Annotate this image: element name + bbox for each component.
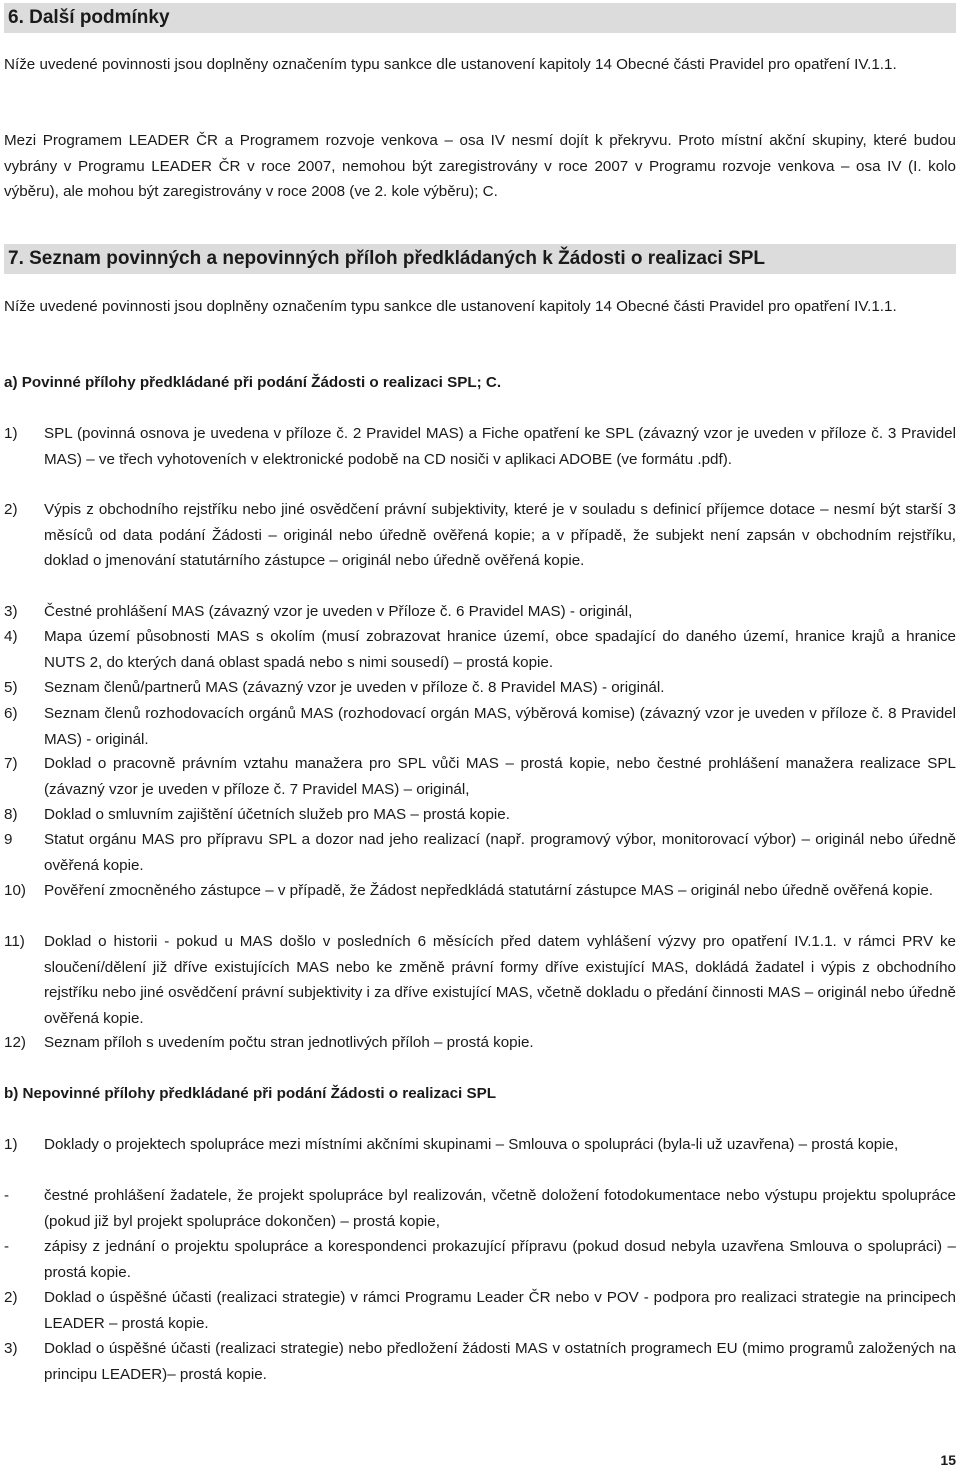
list-item-number: 7) [4,755,18,772]
list-item-text: Doklady o projektech spolupráce mezi místními akčními skupinami – Smlouva o spolupráci (byla-li už uzavřena) – prostá kopie, [44,1136,899,1153]
list-item-text: Statut orgánu MAS pro přípravu SPL a dozor nad jeho realizací (např. programový výbor, monitorovací výbor) – originál nebo úředně ověřená kopie. [44,831,956,874]
list-item-text: Doklad o úspěšné účasti (realizaci strategie) nebo předložení žádosti MAS v ostatních programech EU (mimo programů založených na principu LEADER)– prostá kopie. [44,1340,956,1383]
list-item-text: Doklad o úspěšné účasti (realizaci strategie) v rámci Programu Leader ČR nebo v POV - podpora pro realizaci strategie na principech LEADER – prostá kopie. [44,1289,956,1332]
list-item-text: Seznam příloh s uvedením počtu stran jednotlivých příloh – prostá kopie. [44,1034,534,1051]
list-item-number: - [4,1187,10,1204]
list-item-number: 6) [4,705,18,722]
page-number: 15 [940,1452,956,1468]
section-6-heading: 6. Další podmínky [4,3,956,33]
list-item-number: 4) [4,628,18,645]
list-item-number: 8) [4,806,18,823]
list-item-text: zápisy z jednání o projektu spolupráce a korespondenci prokazující přípravu (pokud dosud nebyla uzavřena Smlouva o spolupráci) – prostá kopie. [44,1238,956,1281]
list-item-number: 2) [4,501,18,518]
list-item-text: Pověření zmocněného zástupce – v případě, že Žádost nepředkládá statutární zástupce MAS – originál nebo úředně ověřená kopie. [44,882,934,899]
list-item-text: Mapa území působnosti MAS s okolím (musí zobrazovat hranice území, obce spadající do daného území, hranice krajů a hranice NUTS 2, do kterých daná oblast spadá nebo s nimi sousedí) – prostá kopie. [44,628,956,671]
list-item-number: 1) [4,425,18,442]
subsection-a-heading: a) Povinné přílohy předkládané při podání Žádosti o realizaci SPL; C. [4,374,502,391]
list-item-number: 1) [4,1136,18,1153]
list-item-text: SPL (povinná osnova je uvedena v příloze č. 2 Pravidel MAS) a Fiche opatření ke SPL (závazný vzor je uveden v příloze č. 3 Pravidel MAS) – ve třech vyhotoveních v elektronické podobě na CD nosiči v aplikaci ADOBE (ve formátu .pdf). [44,425,956,468]
list-item-number: 10) [4,882,26,899]
list-item-text: Doklad o smluvním zajištění účetních služeb pro MAS – prostá kopie. [44,806,510,823]
list-item-text: Seznam členů/partnerů MAS (závazný vzor je uveden v příloze č. 8 Pravidel MAS) - originál. [44,679,665,696]
section-7-paragraph-1: Níže uvedené povinnosti jsou doplněny označením typu sankce dle ustanovení kapitoly 14 Obecné části Pravidel pro opatření IV.1.1. [4,298,897,315]
list-item-text: čestné prohlášení žadatele, že projekt spolupráce byl realizován, včetně doložení fotodokumentace nebo výstupu projektu spolupráce (pokud již byl projekt spolupráce dokončen) – prostá kopie, [44,1187,956,1230]
list-item-number: 11) [4,933,25,950]
list-item-number: 5) [4,679,18,696]
list-item-text: Výpis z obchodního rejstříku nebo jiné osvědčení právní subjektivity, které je v souladu s definicí příjemce dotace – nesmí být starší 3 měsíců od data podání Žádosti – originál nebo úředně ověřená kopie; a v případě, že subjekt není zapsán v obchodním rejstříku, doklad o jmenování statutárního zástupce – originál nebo úředně ověřená kopie. [44,501,956,569]
list-item-text: Seznam členů rozhodovacích orgánů MAS (rozhodovací orgán MAS, výběrová komise) (závazný vzor je uveden v příloze č. 8 Pravidel MAS) - originál. [44,705,956,748]
list-item-text: Doklad o pracovně právním vztahu manažera pro SPL vůči MAS – prostá kopie, nebo čestné prohlášení manažera realizace SPL (závazný vzor je uveden v příloze č. 7 Pravidel MAS) – originál, [44,755,956,798]
section-6-paragraph-2: Mezi Programem LEADER ČR a Programem rozvoje venkova – osa IV nesmí dojít k překryvu. Proto místní akční skupiny, které budou vybrány v Programu LEADER ČR v roce 2007, nemohou být zaregistrovány v roce 2007 v Programu rozvoje venkova – osa IV (I. kolo výběru), ale mohou být zaregistrovány v roce 2008 (ve 2. kole výběru); C. [4,132,956,200]
list-item-number: 9 [4,831,13,848]
list-item-text: Doklad o historii - pokud u MAS došlo v posledních 6 měsících před datem vyhlášení výzvy pro opatření IV.1.1. v rámci PRV ke sloučení/dělení již dříve existujících MAS nebo ke změně právní formy dříve existující MAS, dokládá žadatel i výpis z obchodního rejstříku nebo jiné osvědčení právní subjektivity i za dříve existující MAS, včetně dokladu o předání činnosti MAS – originál nebo úředně ověřená kopie. [44,933,956,1027]
list-item-number: 2) [4,1289,18,1306]
section-7-heading: 7. Seznam povinných a nepovinných příloh předkládaných k Žádosti o realizaci SPL [4,244,956,274]
list-item-number: 3) [4,603,18,620]
list-item-number: - [4,1238,10,1255]
list-item-number: 3) [4,1340,18,1357]
section-6-paragraph-1: Níže uvedené povinnosti jsou doplněny označením typu sankce dle ustanovení kapitoly 14 Obecné části Pravidel pro opatření IV.1.1. [4,56,897,73]
list-item-text: Čestné prohlášení MAS (závazný vzor je uveden v Příloze č. 6 Pravidel MAS) - originál, [44,603,633,620]
subsection-b-heading: b) Nepovinné přílohy předkládané při podání Žádosti o realizaci SPL [4,1085,496,1102]
list-item-number: 12) [4,1034,26,1051]
